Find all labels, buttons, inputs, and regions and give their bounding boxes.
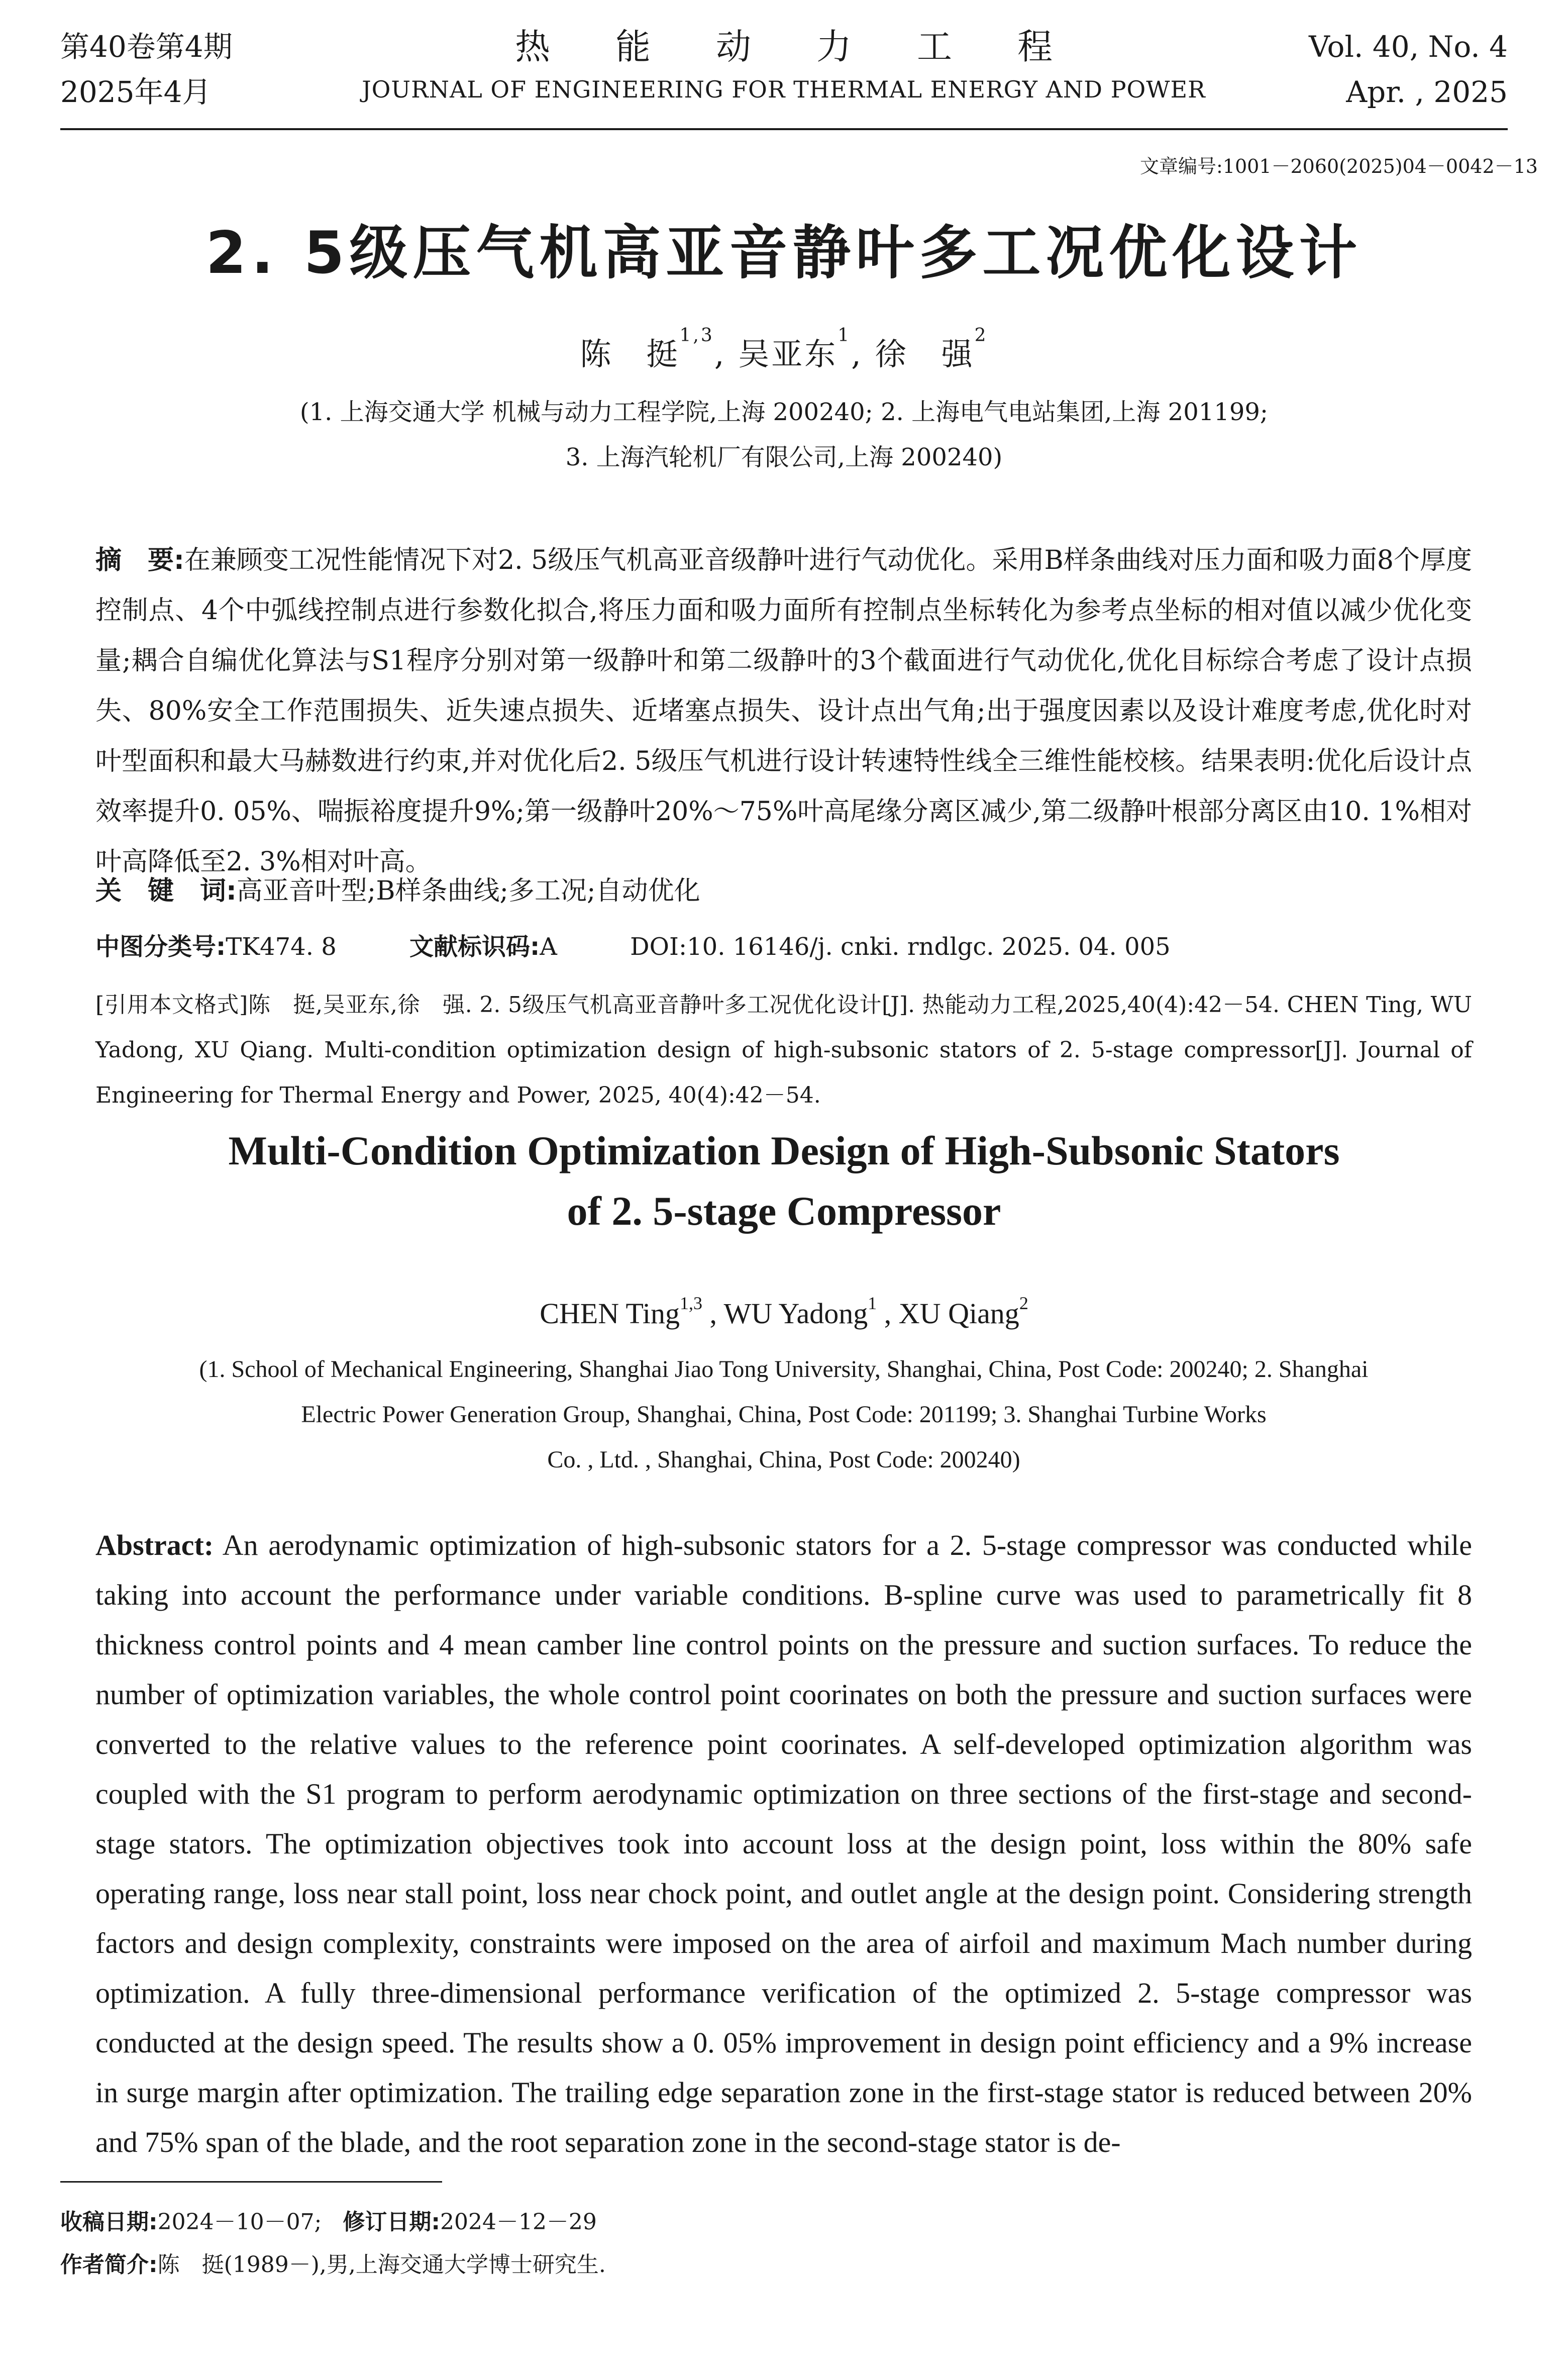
clc-code [95,933,337,961]
journal-name [352,24,1216,110]
citation-text: 陈 挺,吴亚东,徐 强. 2. 5级压气机高亚音静叶多工况优化设计[J]. 热能动力工程,2025,40(4):42－54. CHEN Ting, WU Yadong, XU Qiang. Multi-condition optimization design of high-subsonic stators of 2. 5-stage compressor[J]. Journal of Engineering for Thermal Energy and Power, 2025, 40(4):42－54. [95,992,1472,1108]
author-affil-sup: 1 [868,1293,877,1313]
author-name: 徐 强 [875,336,975,372]
keywords-cn-label: 关 键 词: [95,876,237,906]
issue-info [60,24,233,115]
bio-label: 作者简介: [60,2252,158,2278]
bio-text: 陈 挺(1989－),男,上海交通大学博士研究生. [157,2252,606,2278]
affiliations-cn [100,389,1468,480]
title-en-line: of 2. 5-stage Compressor [567,1188,1001,1234]
abstract-en-text: An aerodynamic optimization of high-subsonic stators for a 2. 5-stage compressor was conducted while taking into account the performance under variable conditions. B-spline curve was used to parametrically fit 8 thickness control points and 4 mean camber line control points on the pressure and suction surfaces. To reduce the number of optimization variables, the whole control point coorinates on both the pressure and suction surfaces were converted to the relative values to the reference point coorinates. A self-developed optimization algorithm was coupled with the S1 program to perform aerodynamic optimization on three sections of the first-stage and second-stage stators. The optimization objectives took into account loss at the design point, loss within the 80% safe operating range, loss near stall point, loss near chock point, and outlet angle at the design point. Considering strength factors and design complexity, constraints were imposed on the area of airfoil and maximum Mach number during optimization. A fully three-dimensional performance verification of the optimized 2. 5-stage compressor was conducted at the design speed. The results show a 0. 05% improvement in design point efficiency and a 9% increase in surge margin after optimization. The trailing edge separation zone in the first-stage stator is reduced between 20% and 75% span of the blade, and the root separation zone in the second-stage stator is de- [95,1529,1472,2158]
affiliation-line: Co. , Ltd. , Shanghai, China, Post Code: 200240) [547,1446,1020,1473]
keywords-cn [95,869,700,907]
author-affil-sup: 2 [1019,1293,1028,1313]
abstract-cn [95,535,1472,887]
date-en: Apr. , 2025 [1346,75,1508,109]
footnote-rule [60,2181,442,2183]
author-affil-sup: 1 [838,325,852,346]
abstract-en-label: Abstract: [95,1529,214,1561]
clc-value: TK474. 8 [226,933,337,961]
title-cn: 2. 5级压气机高亚音静叶多工况优化设计 [205,219,1363,287]
author-affil-sup: 1,3 [679,325,714,346]
revised-date: 2024－12－29 [440,2209,597,2235]
author-name: 吴亚东 [738,336,838,372]
affiliations-en [95,1347,1472,1483]
journal-name-en: JOURNAL OF ENGINEERING FOR THERMAL ENERGY AND POWER [362,76,1206,103]
abstract-cn-label: 摘 要: [95,545,184,575]
keywords-cn-text: 高亚音叶型;B样条曲线;多工况;自动优化 [236,876,700,906]
revised-label: 修订日期: [343,2209,440,2235]
affiliation-line: (1. School of Mechanical Engineering, Shanghai Jiao Tong University, Shanghai, China, Post Code: 200240; 2. Shanghai [199,1356,1369,1383]
author-name: XU Qiang [898,1297,1019,1330]
title-en [0,1121,1568,1241]
clc-label: 中图分类号: [95,933,226,961]
article-number: 文章编号:1001－2060(2025)04－0042－13 [1140,155,1538,177]
citation-label: [引用本文格式] [95,992,248,1018]
authors-en [0,1293,1568,1330]
doi[interactable]: DOI:10. 16146/j. cnki. rndlgc. 2025. 04. 005 [630,933,1171,961]
author-name: 陈 挺 [580,336,680,372]
header-rule [60,128,1508,130]
footnote-dates [60,2204,597,2236]
volume-issue-en: Vol. 40, No. 4 [1308,30,1508,64]
author-name: WU Yadong [723,1297,868,1330]
doc-value: A [540,933,557,961]
classification-row [95,927,1472,962]
author-sep: , [877,1297,899,1330]
affiliation-line: (1. 上海交通大学 机械与动力工程学院,上海 200240; 2. 上海电气电站集团,上海 201199; [299,398,1269,426]
received-date: 2024－10－07; [157,2209,322,2235]
author-sep: , [714,336,726,372]
issue-info-en [1309,24,1508,115]
author-affil-sup: 2 [974,325,988,346]
doc-label: 文献标识码: [409,933,540,961]
author-sep: , [851,336,863,372]
doc-code [409,933,557,961]
title-en-line: Multi-Condition Optimization Design of High-Subsonic Stators [228,1128,1340,1173]
affiliation-line: 3. 上海汽轮机厂有限公司,上海 200240) [565,443,1003,471]
author-name: CHEN Ting [540,1297,680,1330]
journal-name-cn: 热能动力工程 [515,26,1118,67]
date-cn: 2025年4月 [60,75,212,109]
author-sep: , [702,1297,724,1330]
author-affil-sup: 1,3 [680,1293,703,1313]
footnote-bio [60,2246,606,2279]
citation-format [95,982,1472,1118]
abstract-en [95,1520,1472,2167]
received-label: 收稿日期: [60,2209,158,2235]
abstract-cn-text: 在兼顾变工况性能情况下对2. 5级压气机高亚音级静叶进行气动优化。采用B样条曲线对压力面和吸力面8个厚度控制点、4个中弧线控制点进行参数化拟合,将压力面和吸力面所有控制点坐标转化为参考点坐标的相对值以减少优化变量;耦合自编优化算法与S1程序分别对第一级静叶和第二级静叶的3个截面进行气动优化,优化目标综合考虑了设计点损失、80%安全工作范围损失、近失速点损失、近堵塞点损失、设计点出气角;出于强度因素以及设计难度考虑,优化时对叶型面积和最大马赫数进行约束,并对优化后2. 5级压气机进行设计转速特性线全三维性能校核。结果表明:优化后设计点效率提升0. 05%、喘振裕度提升9%;第一级静叶20%～75%叶高尾缘分离区减少,第二级静叶根部分离区由10. 1%相对叶高降低至2. 3%相对叶高。 [95,545,1473,877]
authors-cn [0,325,1568,374]
affiliation-line: Electric Power Generation Group, Shanghai, China, Post Code: 201199; 3. Shanghai Turbine Works [301,1401,1267,1428]
volume-issue-cn: 第40卷第4期 [60,30,233,64]
